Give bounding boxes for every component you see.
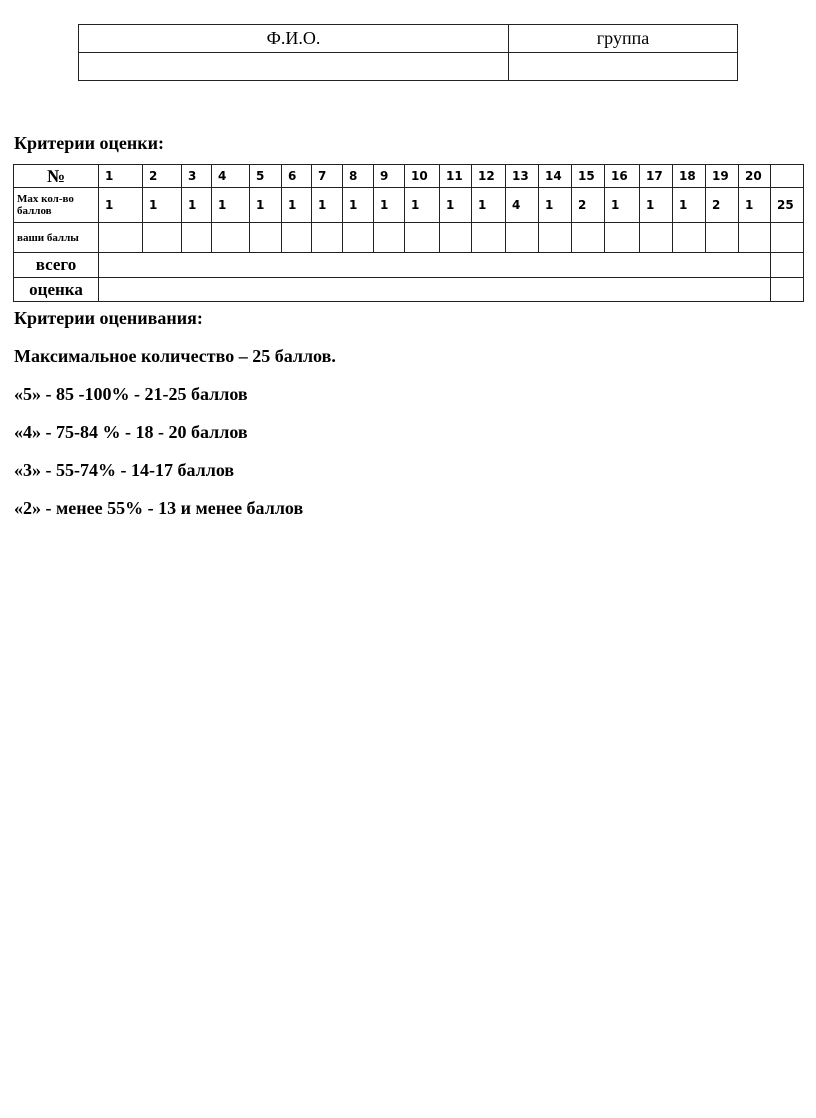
your-points-cell[interactable]: [212, 223, 250, 253]
question-number: 1: [99, 165, 143, 188]
max-points-cell: 1: [405, 188, 440, 223]
question-number: 11: [440, 165, 472, 188]
grade-label: оценка: [14, 278, 99, 302]
max-points-cell: 1: [605, 188, 640, 223]
question-number: 20: [739, 165, 771, 188]
student-info-table: [78, 24, 738, 81]
max-points-cell: 1: [99, 188, 143, 223]
max-points-cell: 1: [374, 188, 405, 223]
question-number: 8: [343, 165, 374, 188]
max-points-cell: 1: [343, 188, 374, 223]
your-points-cell[interactable]: [440, 223, 472, 253]
your-points-cell[interactable]: [282, 223, 312, 253]
your-points-cell[interactable]: [250, 223, 282, 253]
grade-line: «4» - 75-84 % - 18 - 20 баллов: [14, 422, 248, 442]
question-number: 13: [506, 165, 539, 188]
your-points-cell[interactable]: [539, 223, 572, 253]
max-points-cell: 1: [312, 188, 343, 223]
max-points-label: Мах кол-во баллов: [14, 188, 99, 223]
question-number: 3: [182, 165, 212, 188]
question-number: 18: [673, 165, 706, 188]
grade-line: «2» - менее 55% - 13 и менее баллов: [14, 498, 304, 518]
your-points-cell[interactable]: [506, 223, 539, 253]
max-points-cell: 1: [640, 188, 673, 223]
your-points-cell[interactable]: [312, 223, 343, 253]
grade-line: «3» - 55-74% - 14-17 баллов: [14, 460, 235, 480]
max-points-cell: 4: [506, 188, 539, 223]
question-number: 19: [706, 165, 739, 188]
grade-line: «5» - 85 -100% - 21-25 баллов: [14, 384, 248, 404]
max-points-cell: 1: [212, 188, 250, 223]
question-number: 10: [405, 165, 440, 188]
fio-header: Ф.И.О.: [79, 25, 509, 53]
max-total-cell: 25: [771, 188, 804, 223]
your-points-cell[interactable]: [472, 223, 506, 253]
max-points-cell: 1: [472, 188, 506, 223]
your-points-cell[interactable]: [706, 223, 739, 253]
number-header: №: [14, 165, 99, 188]
question-number: 15: [572, 165, 605, 188]
question-number: 17: [640, 165, 673, 188]
number-extra-cell: [771, 165, 804, 188]
question-number: 7: [312, 165, 343, 188]
max-points-cell: 1: [739, 188, 771, 223]
question-number: 2: [143, 165, 182, 188]
group-field[interactable]: [509, 53, 738, 81]
your-points-cell[interactable]: [143, 223, 182, 253]
total-field[interactable]: [99, 253, 771, 278]
your-points-cell[interactable]: [605, 223, 640, 253]
evaluation-title: Критерии оценивания:: [14, 308, 203, 328]
your-points-label: ваши баллы: [14, 223, 99, 253]
criteria-table: [13, 164, 804, 302]
grade-extra-cell: [771, 278, 804, 302]
your-points-cell[interactable]: [640, 223, 673, 253]
total-label: всего: [14, 253, 99, 278]
max-points-cell: 2: [572, 188, 605, 223]
criteria-title: Критерии оценки:: [14, 133, 164, 153]
your-points-cell[interactable]: [673, 223, 706, 253]
your-points-cell[interactable]: [182, 223, 212, 253]
question-number: 12: [472, 165, 506, 188]
your-total-cell[interactable]: [771, 223, 804, 253]
max-points-cell: 2: [706, 188, 739, 223]
question-number: 16: [605, 165, 640, 188]
max-points-cell: 1: [673, 188, 706, 223]
your-points-cell[interactable]: [572, 223, 605, 253]
question-number: 14: [539, 165, 572, 188]
max-points-cell: 1: [539, 188, 572, 223]
group-header: группа: [509, 25, 738, 53]
fio-field[interactable]: [79, 53, 509, 81]
your-points-cell[interactable]: [343, 223, 374, 253]
max-score-line: Максимальное количество – 25 баллов.: [14, 346, 336, 366]
your-points-cell[interactable]: [99, 223, 143, 253]
your-points-cell[interactable]: [739, 223, 771, 253]
grade-field[interactable]: [99, 278, 771, 302]
max-points-cell: 1: [440, 188, 472, 223]
total-extra-cell: [771, 253, 804, 278]
your-points-cell[interactable]: [374, 223, 405, 253]
question-number: 5: [250, 165, 282, 188]
max-points-cell: 1: [182, 188, 212, 223]
max-points-cell: 1: [143, 188, 182, 223]
question-number: 9: [374, 165, 405, 188]
max-points-cell: 1: [250, 188, 282, 223]
max-points-cell: 1: [282, 188, 312, 223]
question-number: 6: [282, 165, 312, 188]
your-points-cell[interactable]: [405, 223, 440, 253]
question-number: 4: [212, 165, 250, 188]
